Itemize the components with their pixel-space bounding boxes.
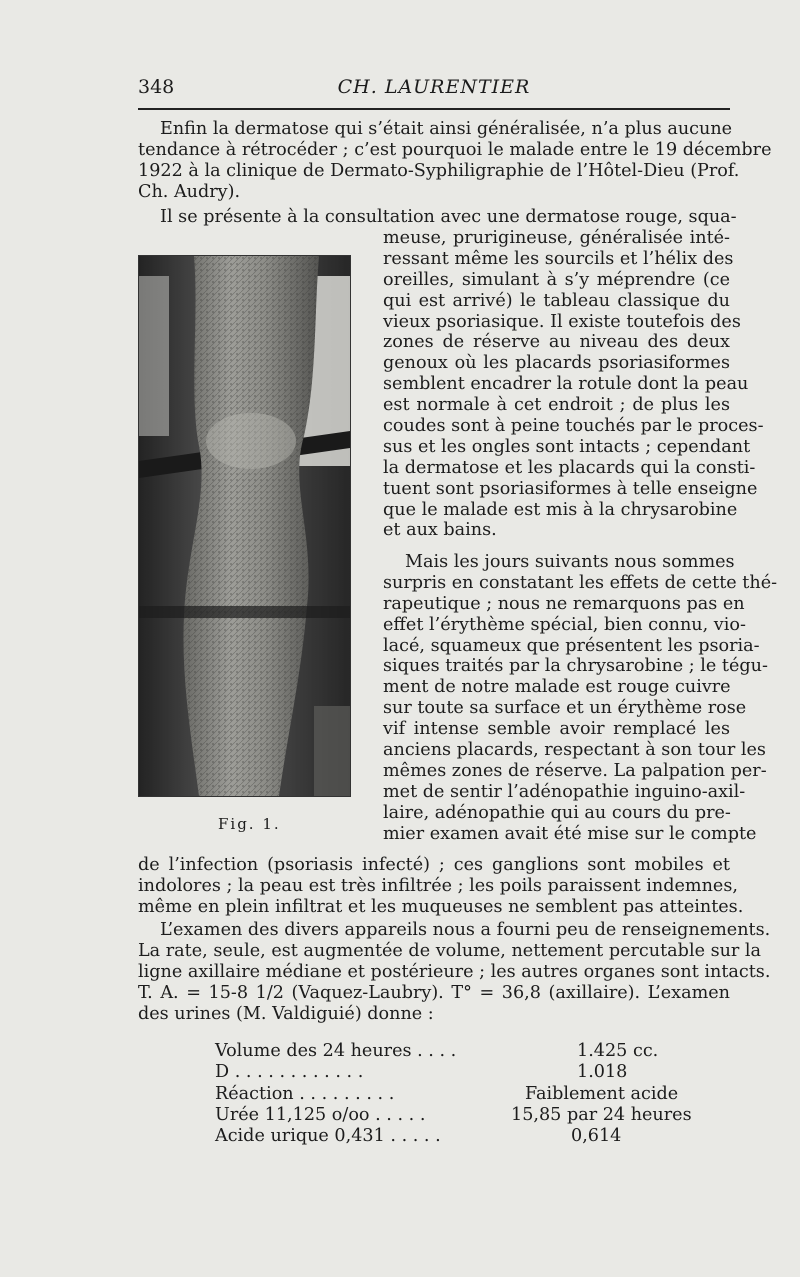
- paragraph-3-wrapped: [383, 552, 778, 844]
- table-row: [215, 1062, 685, 1083]
- row-label: D . . . . . . . . . . . .: [215, 1062, 364, 1083]
- text-line: vif intense semble avoir remplacé les: [383, 719, 730, 740]
- paragraph-1: [138, 119, 772, 203]
- text-line: lacé, squameux que présentent les psoria-: [383, 635, 760, 656]
- text-line: sus et les ongles sont intacts ; cependant: [383, 436, 751, 457]
- text-line: coudes sont à peine touchés par le proces-: [383, 416, 764, 437]
- row-value: 1.425 cc.: [577, 1041, 659, 1061]
- paragraph-3-continued: [138, 855, 744, 918]
- row-label: Volume des 24 heures . . . .: [215, 1041, 457, 1061]
- text-line: effet l’érythème spécial, bien connu, vio-: [383, 614, 746, 635]
- text-line: anciens placards, respectant à son tour les: [383, 740, 766, 761]
- text-line: meuse, prurigineuse, généralisée inté-: [383, 228, 730, 248]
- text-line: est normale à cet endroit ; de plus les: [383, 395, 730, 416]
- table-row: [215, 1126, 685, 1147]
- row-label: Acide urique 0,431 . . . . .: [215, 1126, 441, 1147]
- text-line: Ch. Audry).: [138, 181, 241, 202]
- paragraph-2-start: [138, 207, 737, 228]
- text-line: même en plein infiltrat et les muqueuses ne semblent pas atteintes.: [138, 896, 744, 917]
- text-line: vieux psoriasique. Il existe toutefois des: [383, 311, 741, 332]
- text-line: La rate, seule, est augmentée de volume, nettement percutable sur la: [138, 940, 762, 961]
- leg-photograph-image: [139, 256, 350, 796]
- text-line: rapeutique ; nous ne remarquons pas en: [383, 593, 745, 614]
- row-value: 15,85 par 24 heures: [511, 1104, 692, 1125]
- page-number: 348: [138, 76, 175, 98]
- text-line: genoux où les placards psoriasiformes: [383, 353, 730, 374]
- text-line: siques traités par la chrysarobine ; le tégu-: [383, 656, 768, 677]
- text-line: des urines (M. Valdiguié) donne :: [138, 1003, 434, 1024]
- text-line: indolores ; la peau est très infiltrée ; les poils paraissent indemnes,: [138, 875, 738, 896]
- text-line: laire, adénopathie qui au cours du pre-: [383, 802, 731, 823]
- urine-analysis-table: [215, 1041, 692, 1147]
- figure-caption: Fig. 1.: [218, 815, 281, 833]
- row-value: Faiblement acide: [525, 1083, 679, 1104]
- text-line: oreilles, simulant à s’y méprendre (ce: [383, 269, 730, 290]
- text-line: que le malade est mis à la chrysarobine: [383, 499, 738, 520]
- table-row: [215, 1041, 685, 1062]
- text-line: Mais les jours suivants nous sommes: [405, 552, 735, 572]
- text-line: tendance à rétrocéder ; c’est pourquoi le malade entre le 19 décembre: [138, 139, 772, 160]
- row-value: 0,614: [571, 1126, 622, 1147]
- text-line: tuent sont psoriasiformes à telle enseigne: [383, 478, 758, 499]
- table-row: [215, 1084, 685, 1105]
- text-line: ligne axillaire médiane et postérieure ; les autres organes sont intacts.: [138, 961, 771, 982]
- text-line: Enfin la dermatose qui s’était ainsi généralisée, n’a plus aucune: [160, 119, 733, 139]
- text-line: T. A. = 15-8 1/2 (Vaquez-Laubry). T° = 36,8 (axillaire). L’examen: [138, 982, 730, 1003]
- paragraph-4: [138, 920, 771, 1024]
- text-line: zones de réserve au niveau des deux: [383, 332, 730, 353]
- text-line: qui est arrivé) le tableau classique du: [383, 290, 730, 311]
- paragraph-2-wrapped: [383, 228, 764, 541]
- text-line: semblent encadrer la rotule dont la peau: [383, 374, 749, 395]
- text-line: surpris en constatant les effets de cette thé-: [383, 572, 778, 593]
- row-label: Réaction . . . . . . . . .: [215, 1083, 395, 1104]
- table-row: [215, 1104, 692, 1126]
- figure-1-photograph: [138, 255, 351, 797]
- row-value: 1.018: [577, 1062, 628, 1083]
- text-line: ressant même les sourcils et l’hélix des: [383, 248, 734, 269]
- text-line: mier examen avait été mise sur le compte: [383, 823, 757, 844]
- text-line: de l’infection (psoriasis infecté) ; ces ganglions sont mobiles et: [138, 855, 730, 875]
- text-line: sur toute sa surface et un érythème rose: [383, 698, 747, 719]
- text-line: et aux bains.: [383, 520, 497, 541]
- text-line: Il se présente à la consultation avec une dermatose rouge, squa-: [160, 207, 737, 227]
- running-head: CH. LAURENTIER: [337, 76, 531, 98]
- text-line: la dermatose et les placards qui la consti-: [383, 457, 756, 478]
- row-label: Urée 11,125 o/oo . . . . .: [215, 1104, 426, 1125]
- text-line: ment de notre malade est rouge cuivre: [383, 677, 731, 698]
- text-line: mêmes zones de réserve. La palpation per-: [383, 760, 767, 781]
- text-line: L’examen des divers appareils nous a fourni peu de renseignements.: [160, 920, 771, 940]
- text-line: met de sentir l’adénopathie inguino-axil-: [383, 781, 746, 802]
- text-line: 1922 à la clinique de Dermato-Syphiligraphie de l’Hôtel-Dieu (Prof.: [138, 160, 740, 181]
- page-header: [138, 76, 730, 102]
- header-rule: [138, 108, 730, 110]
